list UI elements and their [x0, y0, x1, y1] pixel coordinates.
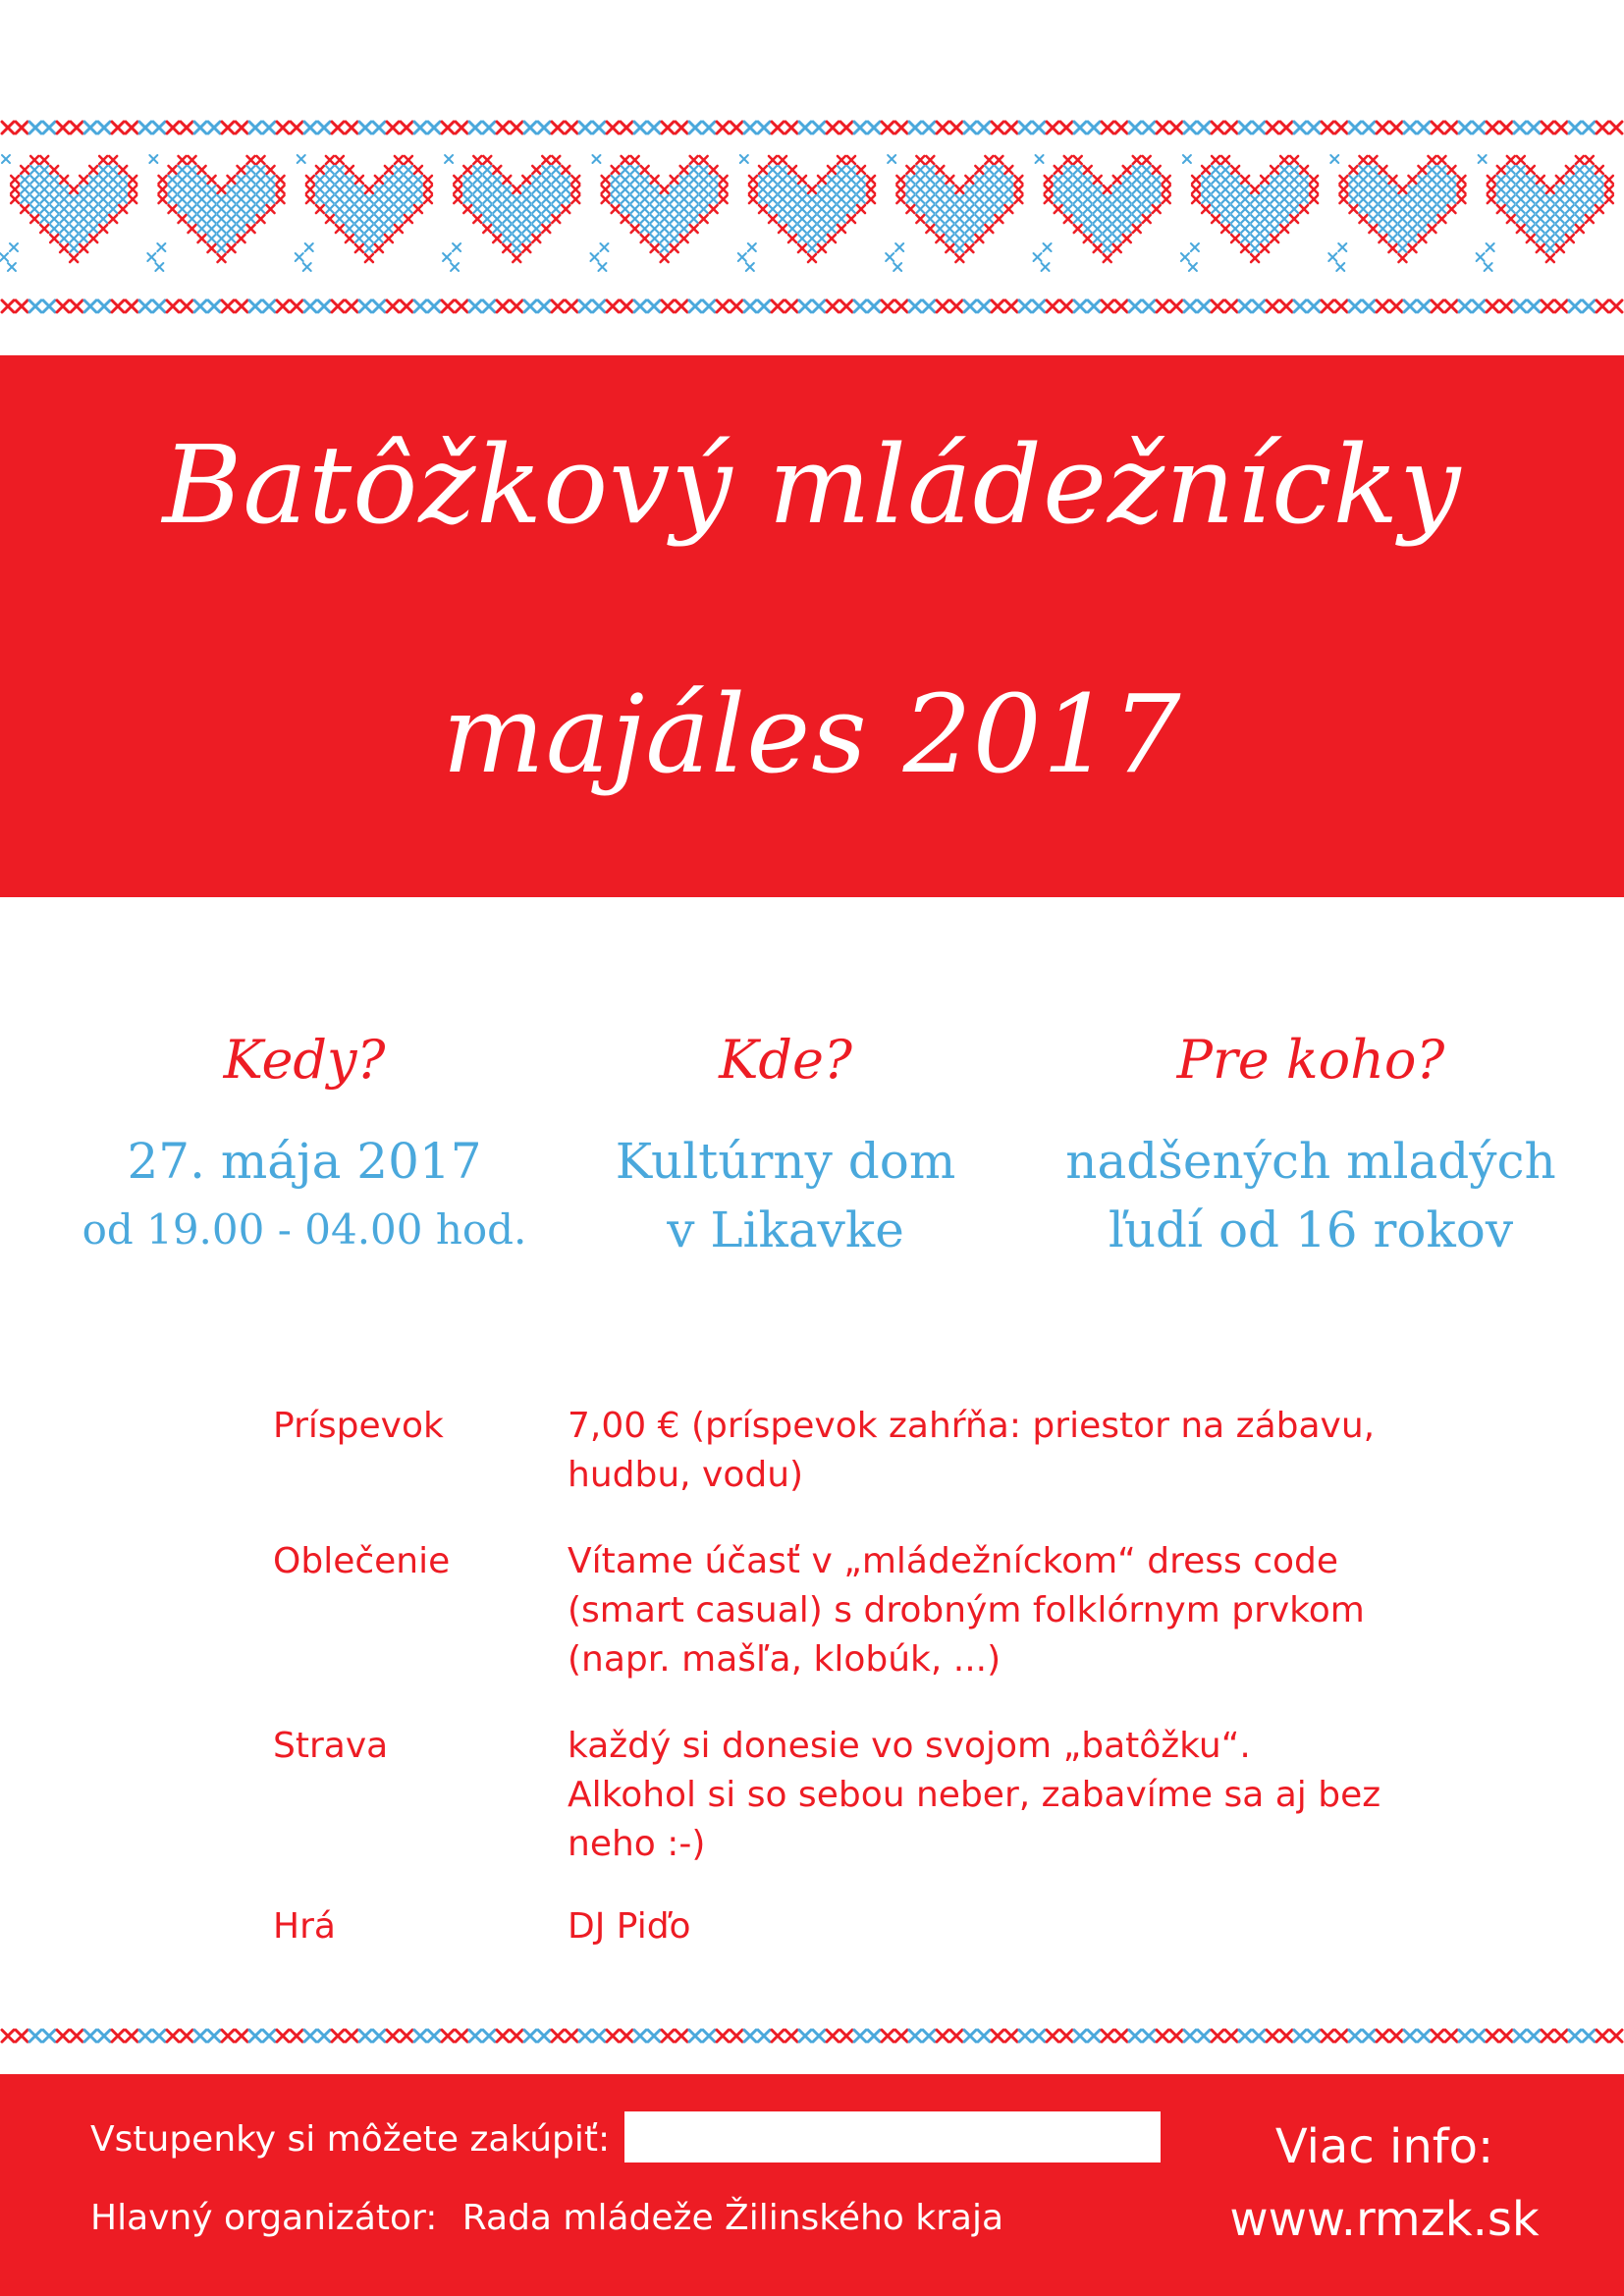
organizer-line: [90, 2198, 1003, 2238]
when-time: od 19.00 - 04.00 hod.: [81, 1205, 527, 1254]
website-link[interactable]: www.rmzk.sk: [1229, 2192, 1540, 2247]
detail-line: Alkohol si so sebou neber, zabavíme sa aj bez: [568, 1775, 1381, 1815]
detail-line: (napr. mašľa, klobúk, ...): [568, 1639, 1001, 1680]
when-heading: Kedy?: [223, 1029, 386, 1091]
title-banner: [0, 355, 1624, 897]
detail-line: neho :-): [568, 1824, 706, 1864]
detail-value-plays: [568, 1902, 1432, 1951]
detail-line: (smart casual) s drobným folklórnym prvkom: [568, 1590, 1365, 1630]
for-whom-details: [1046, 1127, 1576, 1264]
footer: [0, 2074, 1624, 2296]
organizer-label: Hlavný organizátor:: [90, 2198, 438, 2238]
when-column: [39, 1031, 569, 1264]
for-whom-line-1: nadšených mladých: [1065, 1133, 1556, 1190]
when-date: 27. mája 2017: [127, 1133, 482, 1190]
detail-label-food: Strava: [273, 1726, 389, 1766]
where-details: [520, 1127, 1051, 1264]
title-line-1: Batôžkový mládežnícky: [162, 422, 1462, 548]
detail-line: každý si donesie vo svojom „batôžku“.: [568, 1726, 1251, 1766]
detail-value-clothing: [568, 1537, 1432, 1684]
detail-line: DJ Piďo: [568, 1906, 691, 1947]
detail-line: Vítame účasť v „mládežníckom“ dress code: [568, 1541, 1339, 1581]
for-whom-line-2: ľudí od 16 rokov: [1108, 1201, 1514, 1258]
cross-stitch-border-footer: [0, 2024, 1624, 2048]
tickets-label: Vstupenky si môžete zakúpiť:: [90, 2119, 611, 2160]
ticket-sales-blank-box: [624, 2111, 1161, 2163]
detail-label-contribution: Príspevok: [273, 1406, 444, 1446]
detail-label-clothing: Oblečenie: [273, 1541, 451, 1581]
where-venue: Kultúrny dom: [615, 1133, 956, 1190]
more-info-label: Viac info:: [1274, 2119, 1494, 2174]
where-column: [520, 1031, 1051, 1264]
for-whom-column: [1046, 1031, 1576, 1264]
title-line-2: majáles 2017: [442, 671, 1182, 797]
organizer-name: Rada mládeže Žilinského kraja: [461, 2198, 1004, 2238]
detail-label-plays: Hrá: [273, 1906, 336, 1947]
detail-line: hudbu, vodu): [568, 1455, 804, 1495]
where-place: v Likavke: [667, 1201, 904, 1258]
cross-stitch-border-bottom: [0, 294, 1624, 318]
detail-value-food: [568, 1722, 1432, 1869]
where-heading: Kde?: [719, 1029, 852, 1091]
detail-value-contribution: [568, 1402, 1432, 1500]
for-whom-heading: Pre koho?: [1176, 1029, 1445, 1091]
detail-line: 7,00 € (príspevok zahŕňa: priestor na zábavu,: [568, 1406, 1376, 1446]
when-details: [39, 1127, 569, 1264]
